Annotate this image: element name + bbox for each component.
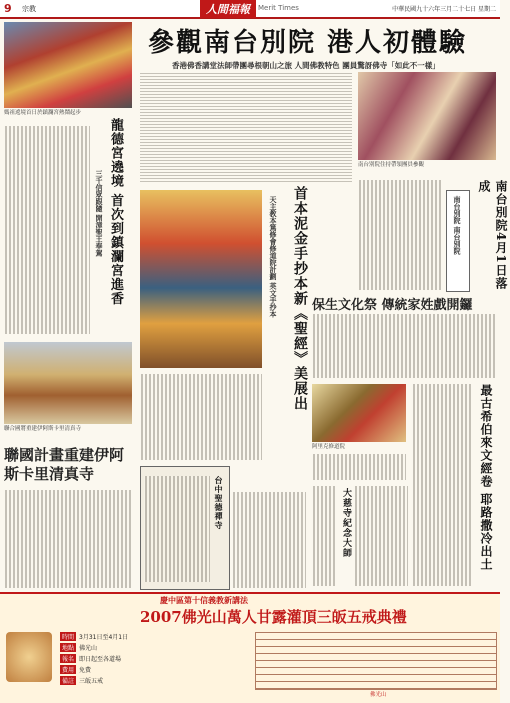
small-col-text-2: [312, 486, 336, 586]
center-box-text: [144, 476, 210, 582]
main-subhead: 香港佛香講堂法師帶團尋根朝山之旅 人間佛教特色 團員驚訝佛寺「如此不一樣」: [172, 61, 440, 70]
ad-title: 2007佛光山萬人甘露灌頂三皈五戒典禮: [140, 608, 407, 626]
bible-text: [140, 374, 262, 460]
left-bottom-headline: 聯國計畫重建伊阿斯卡里清真寺: [4, 446, 125, 483]
ad-row-tag: 報名: [62, 656, 75, 663]
photo-parade-caption: 媽祖遶境首日於鎮瀾宮熱鬧起步: [4, 110, 82, 116]
ad-row-text: 佛光山: [79, 645, 98, 652]
ad-row: [60, 654, 121, 663]
photo-mosque: [4, 342, 132, 424]
ad-top-line: 慶中區第十信義教新講法: [160, 596, 248, 605]
left-story-subhead: 三千信眾跟隨 開漳聖王奉駕: [95, 170, 103, 257]
bible-manuscript-image: [140, 190, 262, 368]
scroll-caption: 阿里克修道院: [312, 444, 346, 450]
small-col-title: 大慈寺紀念大師: [341, 488, 351, 558]
ad-row-tag: 備註: [62, 678, 75, 685]
photo-temple-caption: 南台別院住持帶領團員參觀: [358, 162, 425, 168]
bible-subhead: 天主教本篤修會修道院計劃 英文手抄本: [269, 196, 277, 318]
left-story-headline: 龍德宮遶境 首次到鎮瀾宮進香: [108, 118, 123, 306]
photo-mosque-caption: 聯合國將重建伊阿斯卡里清真寺: [4, 426, 82, 432]
nantai-headline: 南台別院4月1日落成: [477, 180, 508, 290]
photo-parade: [4, 22, 132, 108]
ad-row: [60, 632, 128, 641]
main-headline: 參觀南台別院 港人初體驗: [148, 28, 468, 58]
ad-row-tag: 時間: [62, 634, 75, 641]
ad-contact-table: [255, 632, 497, 690]
page-number: 9: [4, 2, 12, 15]
story-body-text: [140, 72, 352, 184]
scroll-headline: 最古希伯來文經卷 耶路撒冷出土: [479, 384, 493, 572]
scroll-caption-text: [312, 454, 406, 480]
nantai-text: [358, 180, 442, 290]
newspaper-logo-en: Merit Times: [258, 4, 299, 12]
small-col-text: [354, 486, 408, 586]
ad-row: [60, 665, 91, 674]
ad-row-text: 3月31日至4月1日: [79, 634, 129, 641]
newspaper-logo: 人間福報: [200, 0, 256, 18]
festival-headline: 保生文化祭 傳統家姓戲開鑼: [312, 298, 473, 313]
center-box-title: 台中聖德禪寺: [214, 476, 224, 530]
ad-row-text: 即日起至各道場: [79, 656, 122, 663]
left-story-text: [4, 126, 90, 334]
ad-row-text: 免費: [79, 667, 92, 674]
left-bottom-text: [4, 490, 132, 588]
ad-row-tag: 費用: [62, 667, 75, 674]
photo-temple-visit: [358, 72, 496, 160]
ad-row: [60, 643, 97, 652]
ad-row: [60, 676, 103, 685]
ad-row-tag: 地點: [62, 645, 75, 652]
section-label: 宗教: [22, 5, 36, 13]
photo-icon-painting: [312, 384, 406, 442]
nantai-detail: 南台別院 南台別院: [453, 196, 461, 255]
ad-emblem-icon: [6, 632, 52, 682]
scroll-text: [412, 384, 472, 586]
ad-footer: 佛光山: [370, 692, 387, 698]
ad-row-text: 三皈五戒: [79, 678, 104, 685]
festival-text: [312, 314, 496, 378]
center-lower-text: [232, 492, 306, 588]
bible-headline: 首本泥金手抄本新《聖經》美展出: [292, 186, 308, 411]
issue-date: 中華民國九十六年三月二十七日 星期二: [392, 6, 496, 13]
